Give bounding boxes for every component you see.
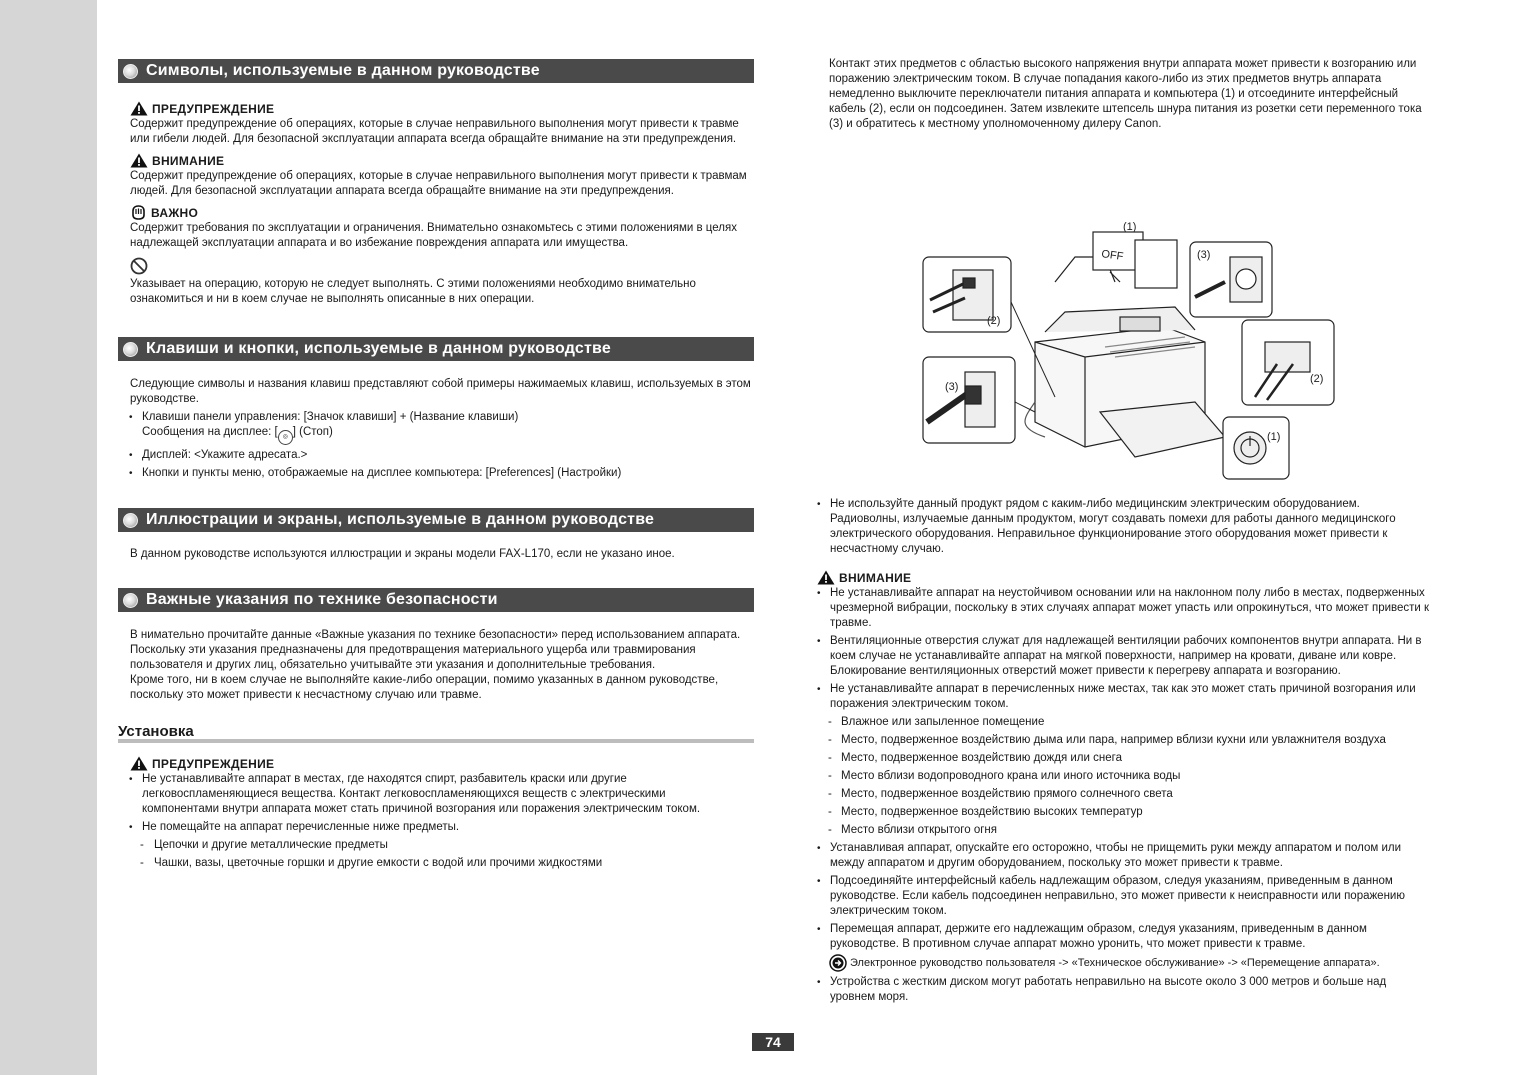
- section-header-keys: [118, 337, 754, 361]
- keys-item-control-panel: • Клавиши панели управления: [Значок клавиши] + (Название клавиши) Сообщения на дисплее: [ ◎ ] (Стоп): [118, 410, 754, 445]
- prohibit-symbol: [130, 257, 754, 277]
- reference-arrow-icon: [829, 954, 847, 972]
- place-item: - Место вблизи водопроводного крана или иного источника воды: [828, 769, 1432, 784]
- place-item: - Влажное или запыленное помещение: [828, 715, 1432, 730]
- callout-3-left: (3): [945, 381, 959, 393]
- callout-2-right: (2): [1310, 373, 1324, 385]
- caution-altitude: • Устройства с жестким диском могут работать неправильно на высоте около 3 000 метров и больше над уровнем моря.: [817, 975, 1432, 1005]
- caution-triangle-icon: [130, 153, 148, 168]
- off-label: OFF: [1100, 248, 1125, 264]
- section-header-illustrations: [118, 508, 754, 532]
- stop-key-icon: ◎: [278, 430, 293, 445]
- install-heading-rule: [118, 739, 754, 743]
- warning-triangle-icon: [130, 101, 148, 116]
- install-dash-liquids: - Чашки, вазы, цветочные горшки и другие емкости с водой или прочими жидкостями: [140, 856, 754, 871]
- illustrations-text: В данном руководстве используются иллюстрации и экраны модели FAX-L170, если не указано иное.: [130, 548, 675, 560]
- safety-paragraph-2: Поскольку эти указания предназначены для предотвращения материального ущерба или травмирования пользователя и других лиц, обязательно учитывайте эти указания и дополнительные требования.: [130, 644, 696, 671]
- safety-paragraph-1: В нимательно прочитайте данные «Важные указания по технике безопасности» перед использованием аппарата.: [130, 629, 741, 641]
- caution-description: Содержит предупреждение об операциях, которые в случае неправильного выполнения могут привести к травмам людей. Для безопасной эксплуатации аппарата всегда обращайте внимание на эти предупреждения.: [130, 170, 747, 197]
- illustration-area: [817, 132, 1432, 497]
- place-item: - Место, подверженное воздействию дождя или снега: [828, 751, 1432, 766]
- warning-label: ПРЕДУПРЕЖДЕНИЕ: [130, 101, 754, 116]
- keys-item-computer: • Кнопки и пункты меню, отображаемые на дисплее компьютера: [Preferences] (Настройки): [118, 466, 754, 481]
- side-strip: [0, 0, 97, 1075]
- important-description: Содержит требования по эксплуатации и ограничения. Внимательно ознакомьтесь с этими положениями в целях надлежащей эксплуатации аппарата и во избежание повреждения аппарата или имущества.: [130, 222, 737, 249]
- install-dash-metal: - Цепочки и другие металлические предметы: [140, 838, 754, 853]
- right-column: [817, 57, 1432, 1008]
- section-title: Иллюстрации и экраны, используемые в данном руководстве: [146, 511, 655, 528]
- section-bullet-icon: [123, 64, 138, 79]
- printer-disconnect-illustration: [905, 221, 1324, 484]
- section-title: Важные указания по технике безопасности: [146, 591, 498, 608]
- manual-reference: Электронное руководство пользователя -> «Техническое обслуживание» -> «Перемещение аппарата».: [829, 954, 1432, 972]
- left-column: [118, 59, 754, 874]
- section-title: Символы, используемые в данном руководстве: [146, 62, 540, 79]
- warning-triangle-icon: [130, 756, 148, 771]
- section-header-safety: [118, 588, 754, 612]
- hazard-intro: Контакт этих предметов с областью высокого напряжения внутри аппарата может привести к возгоранию или поражению электрическим током. В случае попадания какого-либо из этих предметов внутрь аппарата немедленно выключите переключатели питания аппарата и компьютера (1) и отсоедините интерфейсный кабель (2), если он подсоединен. Затем извлеките штепсель шнура питания из розетки сети переменного тока (3) и обратитесь к местному уполномоченному дилеру Canon.: [829, 58, 1422, 130]
- callout-1-bottom: (1): [1267, 431, 1281, 443]
- callout-1-top: (1): [1123, 221, 1137, 233]
- place-item: - Место вблизи открытого огня: [828, 823, 1432, 838]
- place-item: - Место, подверженное воздействию дыма или пара, например вблизи кухни или увлажнителя воздуха: [828, 733, 1432, 748]
- prohibited-icon: [130, 257, 148, 275]
- caution-unstable-base: • Не устанавливайте аппарат на неустойчивом основании или на наклонном полу либо в местах, подверженных чрезмерной вибрации, поскольку в этих случаях аппарат может упасть или опрокинуться, что может привести к травме.: [817, 586, 1432, 631]
- prohibit-description: Указывает на операцию, которую не следует выполнять. С этими положениями необходимо внимательно ознакомиться и ни в коем случае не выполнять описанные в них операции.: [130, 278, 696, 305]
- section-bullet-icon: [123, 513, 138, 528]
- caution-label: ВНИМАНИЕ: [130, 153, 754, 168]
- place-item: - Место, подверженное воздействию высоких температур: [828, 805, 1432, 820]
- install-warning-label: ПРЕДУПРЕЖДЕНИЕ: [130, 756, 754, 771]
- caution-lowering: • Устанавливая аппарат, опускайте его осторожно, чтобы не прищемить руки между аппаратом и полом или между аппаратом и другим оборудованием, поскольку это может привести к травме.: [817, 841, 1432, 871]
- important-label: ВАЖНО: [130, 205, 754, 220]
- right-caution-label: ВНИМАНИЕ: [817, 570, 1432, 585]
- medical-equipment-bullet: • Не используйте данный продукт рядом с каким-либо медицинским электрическим оборудованием. Радиоволны, излучаемые данным продуктом, могут создавать помехи для работы данного медицинского электрического оборудования. Неправильное функционирование этого оборудования может привести к несчастному случаю.: [817, 497, 1432, 557]
- callout-2-left: (2): [987, 315, 1001, 327]
- install-heading: Установка: [118, 723, 754, 743]
- section-title: Клавиши и кнопки, используемые в данном руководстве: [146, 340, 611, 357]
- install-bullet-objects: • Не помещайте на аппарат перечисленные ниже предметы.: [118, 820, 754, 835]
- callout-3-top: (3): [1197, 249, 1211, 261]
- keys-item-display: • Дисплей: <Укажите адресата.>: [118, 448, 754, 463]
- section-header-symbols: [118, 59, 754, 83]
- caution-moving: • Перемещая аппарат, держите его надлежащим образом, следуя указаниям, приведенным в данном руководстве. В противном случае аппарат можно уронить, что может привести к травме. Электронное руководство пользователя -> «Техническое обслуживание» -> «Перемещение аппарата».: [817, 922, 1432, 972]
- warning-description: Содержит предупреждение об операциях, которые в случае неправильного выполнения могут привести к травме или гибели людей. Для безопасной эксплуатации аппарата всегда обращайте внимание на эти предупреждения.: [130, 118, 739, 145]
- caution-locations: • Не устанавливайте аппарат в перечисленных ниже местах, так как это может стать причиной возгорания или поражения электрическим током.: [817, 682, 1432, 712]
- page-number: 74: [752, 1033, 794, 1051]
- install-bullet-flammables: • Не устанавливайте аппарат в местах, где находятся спирт, разбавитель краски или другие легковоспламеняющиеся вещества. Контакт легковоспламеняющихся веществ с электрическими компонентами внутри аппарата может стать причиной возгорания или поражения электрическим током.: [118, 772, 754, 817]
- section-bullet-icon: [123, 593, 138, 608]
- hand-stop-icon: [130, 205, 147, 220]
- safety-paragraph-3: Кроме того, ни в коем случае не выполняйте какие-либо операции, помимо указанных в данном руководстве, поскольку это может привести к несчастному случаю или травме.: [130, 674, 719, 701]
- caution-ventilation: • Вентиляционные отверстия служат для надлежащей вентиляции рабочих компонентов внутри аппарата. Ни в коем случае не устанавливайте аппарат на мягкой поверхности, например на кровати, диване или ковре. Блокирование вентиляционных отверстий может привести к перегреву аппарата и возгоранию.: [817, 634, 1432, 679]
- place-item: - Место, подверженное воздействию прямого солнечного света: [828, 787, 1432, 802]
- keys-intro: Следующие символы и названия клавиш представляют собой примеры нажимаемых клавиш, используемых в этом руководстве.: [130, 378, 751, 405]
- caution-triangle-icon: [817, 570, 835, 585]
- caution-interface-cable: • Подсоединяйте интерфейсный кабель надлежащим образом, следуя указаниям, приведенным в данном руководстве. Если кабель подсоединен неправильно, это может привести к неисправности или поражению электрическим током.: [817, 874, 1432, 919]
- section-bullet-icon: [123, 342, 138, 357]
